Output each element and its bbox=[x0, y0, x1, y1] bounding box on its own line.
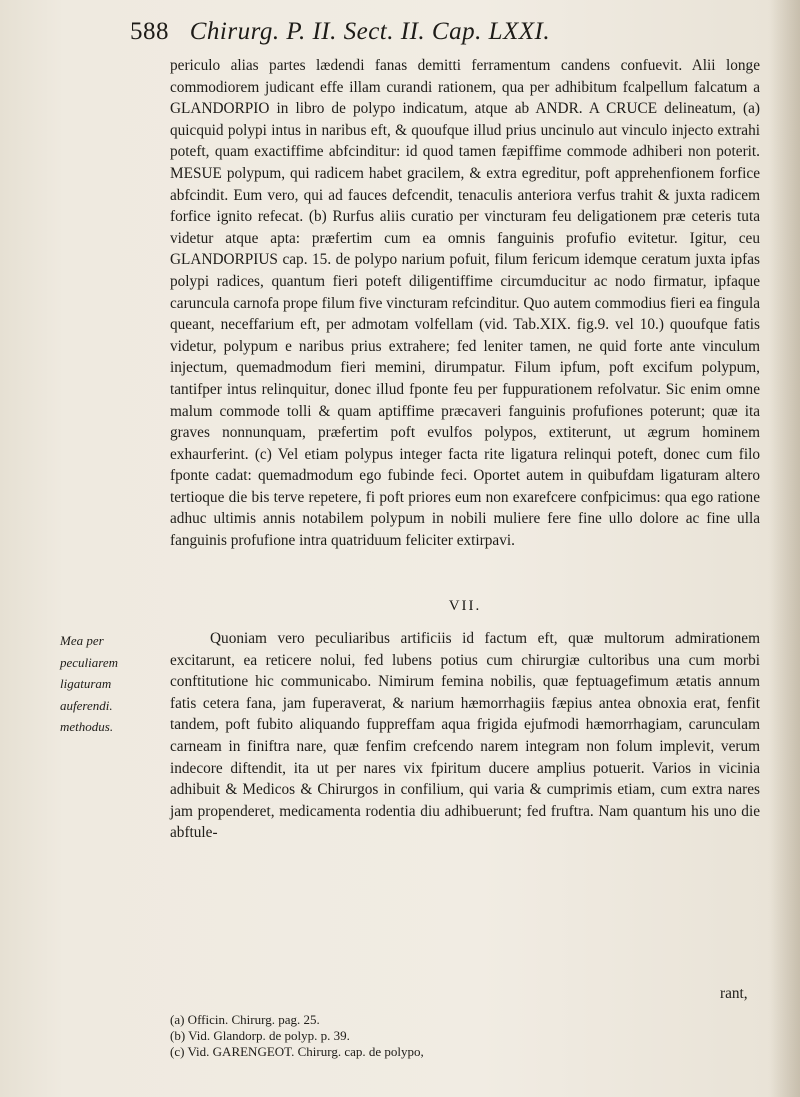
footnote: (a) Officin. Chirurg. pag. 25. bbox=[170, 1012, 320, 1027]
footnote: (b) Vid. Glandorp. de polyp. p. 39. bbox=[170, 1028, 350, 1043]
margin-note-line: methodus. bbox=[60, 719, 114, 735]
section-heading: VII. bbox=[448, 598, 482, 614]
main-paragraph bbox=[170, 55, 760, 552]
page-header bbox=[130, 18, 550, 46]
paragraph-text: periculo alias partes lædendi fanas demitti ferramentum candens confuevit. Alii longe commodiorem judicant effe illam curandi rationem, qua per adhibitum fcalpellum falcatum a GLANDORPIO in libro de polypo indicatum, atque ab ANDR. A CRUCE delineatum, (a) quicquid polypi intus in naribus eft, & quoufque illud prius uncinulo aut vinculo injecto extrahi poteft, quam exactiffime abfcinditur: id quod tamen fæpiffime commode adhiberi non poterit. MESUE polypum, qui radicem habet gracilem, & extra egreditur, poft apprehenfionem forfice abfcindit. Eum vero, qui ad fauces defcendit, tenaculis anteriora verfus trahit & juxta radicem forfice ignito refecat. (b) Rurfus aliis curatio per vincturam feu deligationem præ ceteris tuta videtur atque apta: præfertim cum ea omnis fanguinis profufio evitetur. Igitur, ceu GLANDORPIUS cap. 15. de polypo narium pofuit, filum fericum idemque ceratum juxta ipfas polypi radices, quantum fieri poteft diligentiffime circumducitur ac nodo firmatur, ipfaque caruncula carnofa prope filum five vincturam refcinditur. Quo autem commodius fieri ea fingula queant, neceffarium eft, per admotam volfellam (vid. Tab.XIX. fig.9. vel 10.) quoufque fatis videtur, polypum e naribus prius extrahere; fed leniter tamen, ne quid forte ante vinculum injectum, quemadmodum fieri memini, dirumpatur. Filum ipfum, poft excifum polypum, tantifper intus relinquitur, donec illud fponte feu per fuppurationem refolvatur. Sic enim omne malum commode tolli & quam aptiffime præcaveri fanguinis profufiones poterunt; quæ ita graves nonnunquam, præfertim poft evulfos polypos, extiterunt, ut ægrum hominem exhaurferint. (c) Vel etiam polypus integer facta rite ligatura relinqui poteft, donec cum filo fponte cadat: quemadmodum ego fubinde feci. Oportet autem in quibufdam ligaturam altero tertioque die bis terve repetere, fi poft priores eum non exarefcere confpicimus: qua ego ratione adhuc ultimis annis notabilem polypum in nobili muliere fere fine ullo dolore ac fine ulla fanguinis profufione intra quatriduum feliciter extirpavi. bbox=[170, 57, 760, 550]
page-number: 588 bbox=[130, 18, 169, 45]
catchword: rant, bbox=[720, 985, 748, 1002]
running-title: Chirurg. P. II. Sect. II. Cap. LXXI. bbox=[189, 18, 551, 45]
margin-note-line: auferendi. bbox=[60, 697, 113, 713]
margin-note bbox=[60, 630, 164, 738]
margin-note-line: peculiarem bbox=[60, 654, 118, 670]
footnotes bbox=[170, 1012, 760, 1060]
paragraph-text: Quoniam vero peculiaribus artificiis id factum eft, quæ multorum admirationem excitarunt, ea reticere nolui, fed lubens potius cum chirurgiæ cultoribus una cum morbi conftitutione hic communicabo. Nimirum femina nobilis, quæ feptuagefimum ætatis annum fatis cetera fana, jam fuperaverat, & narium hæmorrhagiis fæpius antea obnoxia erat, fenfit tandem, poft fubito aliquando fuppreffam aqua frigida ejufmodi hæmorrhagiam, carunculam carneam in finiftra nare, quæ fenfim crefcendo narem integram non folum implevit, verum indecore diftendit, ita ut per nares vix fpiritum ducere amplius potuerit. Varios in vicinia adhibuit & Medicos & Chirurgos in confilium, qui varia & cumprimis etiam, cum extra nares jam propenderet, medicamenta rodentia diu adhibuerunt; fed fruftra. Nam quantum his uno die abftule- bbox=[170, 630, 760, 842]
section-paragraph bbox=[170, 628, 760, 844]
margin-note-line: Mea per bbox=[60, 633, 104, 648]
margin-note-line: ligaturam bbox=[60, 676, 112, 692]
footnote: (c) Vid. GARENGEOT. Chirurg. cap. de polypo, bbox=[170, 1044, 424, 1059]
page-edge-shadow bbox=[770, 0, 800, 1097]
